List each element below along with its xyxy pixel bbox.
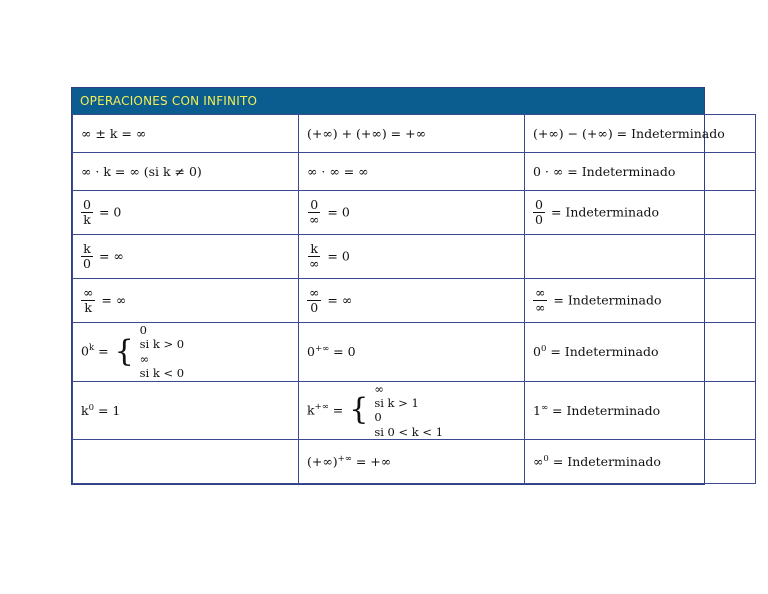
fraction-numerator: 0 <box>310 196 319 212</box>
formula-cell: ∞ · ∞ = ∞ <box>299 153 525 191</box>
fraction-denominator: 0 <box>310 300 319 315</box>
infinity-operations-table-container <box>71 87 725 485</box>
formula-cell: 0 · ∞ = Indeterminado <box>525 153 756 191</box>
formula-result: = +∞ <box>355 454 392 470</box>
formula-cell <box>73 235 299 279</box>
formula-cell <box>299 323 525 382</box>
formula-result: = ∞ <box>327 292 353 307</box>
power-base: k <box>81 402 89 418</box>
fraction-numerator: k <box>310 240 318 256</box>
piecewise-cases <box>140 323 184 381</box>
table-row <box>73 440 756 484</box>
formula-result: = 0 <box>327 204 350 219</box>
formula-cell: (+∞) + (+∞) = +∞ <box>299 115 525 153</box>
fraction-numerator: ∞ <box>535 284 546 300</box>
fraction <box>307 242 321 272</box>
formula-result: = ∞ <box>101 292 127 307</box>
fraction-numerator: ∞ <box>309 284 320 300</box>
power-exponent: +∞ <box>337 453 352 464</box>
case-condition: si 0 < k < 1 <box>374 424 444 439</box>
power-base: 0 <box>533 344 541 360</box>
formula-cell <box>73 191 299 235</box>
table-row <box>73 115 756 153</box>
case-line <box>374 410 443 439</box>
fraction <box>307 286 321 316</box>
formula-cell <box>525 279 756 323</box>
table-title: OPERACIONES CON INFINITO <box>72 88 704 114</box>
fraction-denominator: ∞ <box>535 300 546 315</box>
fraction-denominator: k <box>83 212 91 227</box>
power-base: (+∞) <box>307 454 338 470</box>
power-exponent: 0 <box>540 344 547 355</box>
fraction-denominator: ∞ <box>309 256 320 271</box>
case-condition: si k < 0 <box>139 366 185 381</box>
equals-sign: = <box>98 343 109 359</box>
case-condition: si k > 0 <box>139 337 185 352</box>
fraction-numerator: k <box>83 240 91 256</box>
formula-cell <box>525 323 756 382</box>
fraction-numerator: 0 <box>535 196 543 212</box>
power-base: 0 <box>81 343 89 359</box>
formula-result: = Indeterminado <box>553 292 662 307</box>
case-value: ∞ <box>139 351 150 366</box>
power-exponent: k <box>88 343 95 354</box>
power-base: 0 <box>307 344 315 360</box>
formula-cell <box>299 235 525 279</box>
formula-result: = Indeterminado <box>550 204 660 219</box>
left-brace-icon: { <box>114 333 134 369</box>
power-exponent: 0 <box>543 453 549 464</box>
table-row <box>73 191 756 235</box>
formula-cell <box>299 381 525 440</box>
power-exponent: +∞ <box>314 344 330 355</box>
left-brace-icon: { <box>349 392 369 428</box>
fraction-numerator: ∞ <box>83 284 94 300</box>
empty-cell <box>525 235 756 279</box>
fraction-denominator: ∞ <box>309 212 320 227</box>
formula-result: = 0 <box>333 344 356 360</box>
fraction <box>307 198 321 228</box>
case-value: 0 <box>374 410 382 425</box>
case-line <box>374 382 443 411</box>
formula-result: = 0 <box>327 248 350 263</box>
table-row <box>73 381 756 440</box>
operations-table <box>72 114 756 484</box>
formula-cell: ∞ ± k = ∞ <box>73 115 299 153</box>
table-row <box>73 235 756 279</box>
equals-sign: = <box>332 401 344 417</box>
fraction <box>533 198 545 228</box>
formula-result: = Indeterminado <box>550 344 659 360</box>
power-base: k <box>307 401 315 417</box>
formula-result: = 0 <box>98 204 122 219</box>
case-condition: si k > 1 <box>374 395 419 410</box>
formula-cell <box>299 440 525 484</box>
formula-cell <box>525 440 756 484</box>
table-row <box>73 279 756 323</box>
power-exponent: +∞ <box>314 401 329 412</box>
fraction-denominator: 0 <box>535 212 543 227</box>
piecewise-cases <box>374 382 443 440</box>
formula-cell <box>525 381 756 440</box>
fraction-denominator: 0 <box>83 256 91 271</box>
formula-cell: (+∞) − (+∞) = Indeterminado <box>525 115 756 153</box>
fraction <box>81 198 93 228</box>
fraction <box>81 286 95 316</box>
formula-cell <box>73 381 299 440</box>
fraction-denominator: k <box>84 300 92 315</box>
case-line <box>140 352 184 381</box>
fraction <box>533 286 547 316</box>
table-row <box>73 153 756 191</box>
formula-result: = 1 <box>97 402 121 418</box>
formula-cell <box>73 323 299 382</box>
formula-cell <box>525 191 756 235</box>
formula-result: = ∞ <box>98 248 124 263</box>
formula-cell <box>299 191 525 235</box>
fraction <box>81 242 93 272</box>
formula-result: = Indeterminado <box>552 454 661 470</box>
formula-cell <box>299 279 525 323</box>
empty-cell <box>73 440 299 484</box>
power-exponent: 0 <box>88 402 94 413</box>
fraction-numerator: 0 <box>83 196 91 212</box>
case-line <box>140 323 184 352</box>
table-row <box>73 323 756 382</box>
power-base: 1 <box>533 402 541 418</box>
case-value: ∞ <box>374 381 384 396</box>
power-exponent: ∞ <box>540 402 549 413</box>
power-base: ∞ <box>533 454 544 470</box>
formula-cell: ∞ · k = ∞ (si k ≠ 0) <box>73 153 299 191</box>
formula-result: = Indeterminado <box>552 402 661 418</box>
case-value: 0 <box>139 323 147 337</box>
formula-cell <box>73 279 299 323</box>
